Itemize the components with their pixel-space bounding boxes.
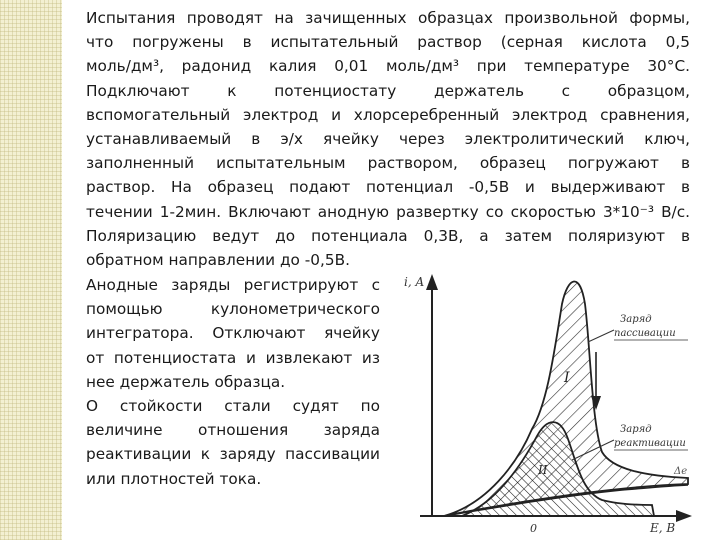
- passivation-leader: [588, 330, 614, 342]
- procedure-line: заполненный испытательным раствором, образец погружают в: [86, 154, 690, 173]
- y-axis-label: i, A: [404, 275, 425, 289]
- procedure-line: моль/дм³, радонид калия 0,01 моль/дм³ при температуре 30°С.: [86, 57, 690, 76]
- evaluation-line: величине отношения заряда: [86, 421, 380, 440]
- x-axis-arrow: [676, 510, 692, 522]
- procedure-line: Подключают к потенциостату держатель с образцом,: [86, 81, 690, 100]
- zero-label: 0: [530, 522, 537, 535]
- region-label-big: I: [564, 370, 570, 386]
- evaluation-line: или плотностей тока.: [86, 469, 262, 488]
- procedure-line: раствор. На образец подают потенциал -0,5В и выдерживают в: [86, 178, 690, 197]
- passivation-label-1: Заряд: [620, 314, 652, 325]
- evaluation-line: О стойкости стали судят по: [86, 396, 380, 415]
- decorative-stripe: [0, 0, 62, 540]
- procedure-line: вспомогательный электрод и хлорсеребренный электрод сравнения,: [86, 105, 690, 124]
- paragraph-procedure: [86, 6, 690, 272]
- evaluation-line: реактивации к заряду пассивации: [86, 445, 380, 464]
- procedure-line: что погружены в испытательный раствор (серная кислота 0,5: [86, 33, 690, 52]
- evaluation-line: Анодные заряды регистрируют с: [86, 276, 380, 294]
- x-axis-label: E, B: [650, 521, 676, 535]
- reactivation-label-2: реактивации: [614, 438, 686, 449]
- procedure-line: течении 1-2мин. Включают анодную развертку со скоростью 3*10⁻³ В/с.: [86, 202, 690, 221]
- procedure-line: устанавливаемый в э/х ячейку через электролитический ключ,: [86, 129, 690, 148]
- evaluation-line: помощью кулонометрического: [86, 300, 380, 319]
- procedure-line: Поляризацию ведут до потенциала 0,3В, а затем поляризуют в: [86, 226, 690, 245]
- delta-e-mark: Δe: [674, 466, 688, 477]
- evaluation-line: интегратора. Отключают ячейку: [86, 324, 380, 343]
- region-label-small: II: [538, 463, 548, 477]
- passivation-label-2: пассивации: [614, 328, 676, 339]
- reactivation-label-1: Заряд: [620, 424, 652, 435]
- polarization-figure: [392, 264, 702, 536]
- evaluation-line: нее держатель образца.: [86, 372, 286, 391]
- paragraph-evaluation: [86, 273, 380, 491]
- procedure-line: Испытания проводят на зачищенных образцах произвольной формы,: [86, 9, 690, 27]
- evaluation-line: от потенциостата и извлекают из: [86, 348, 380, 367]
- procedure-line: обратном направлении до -0,5В.: [86, 250, 350, 269]
- y-axis-arrow: [426, 274, 438, 290]
